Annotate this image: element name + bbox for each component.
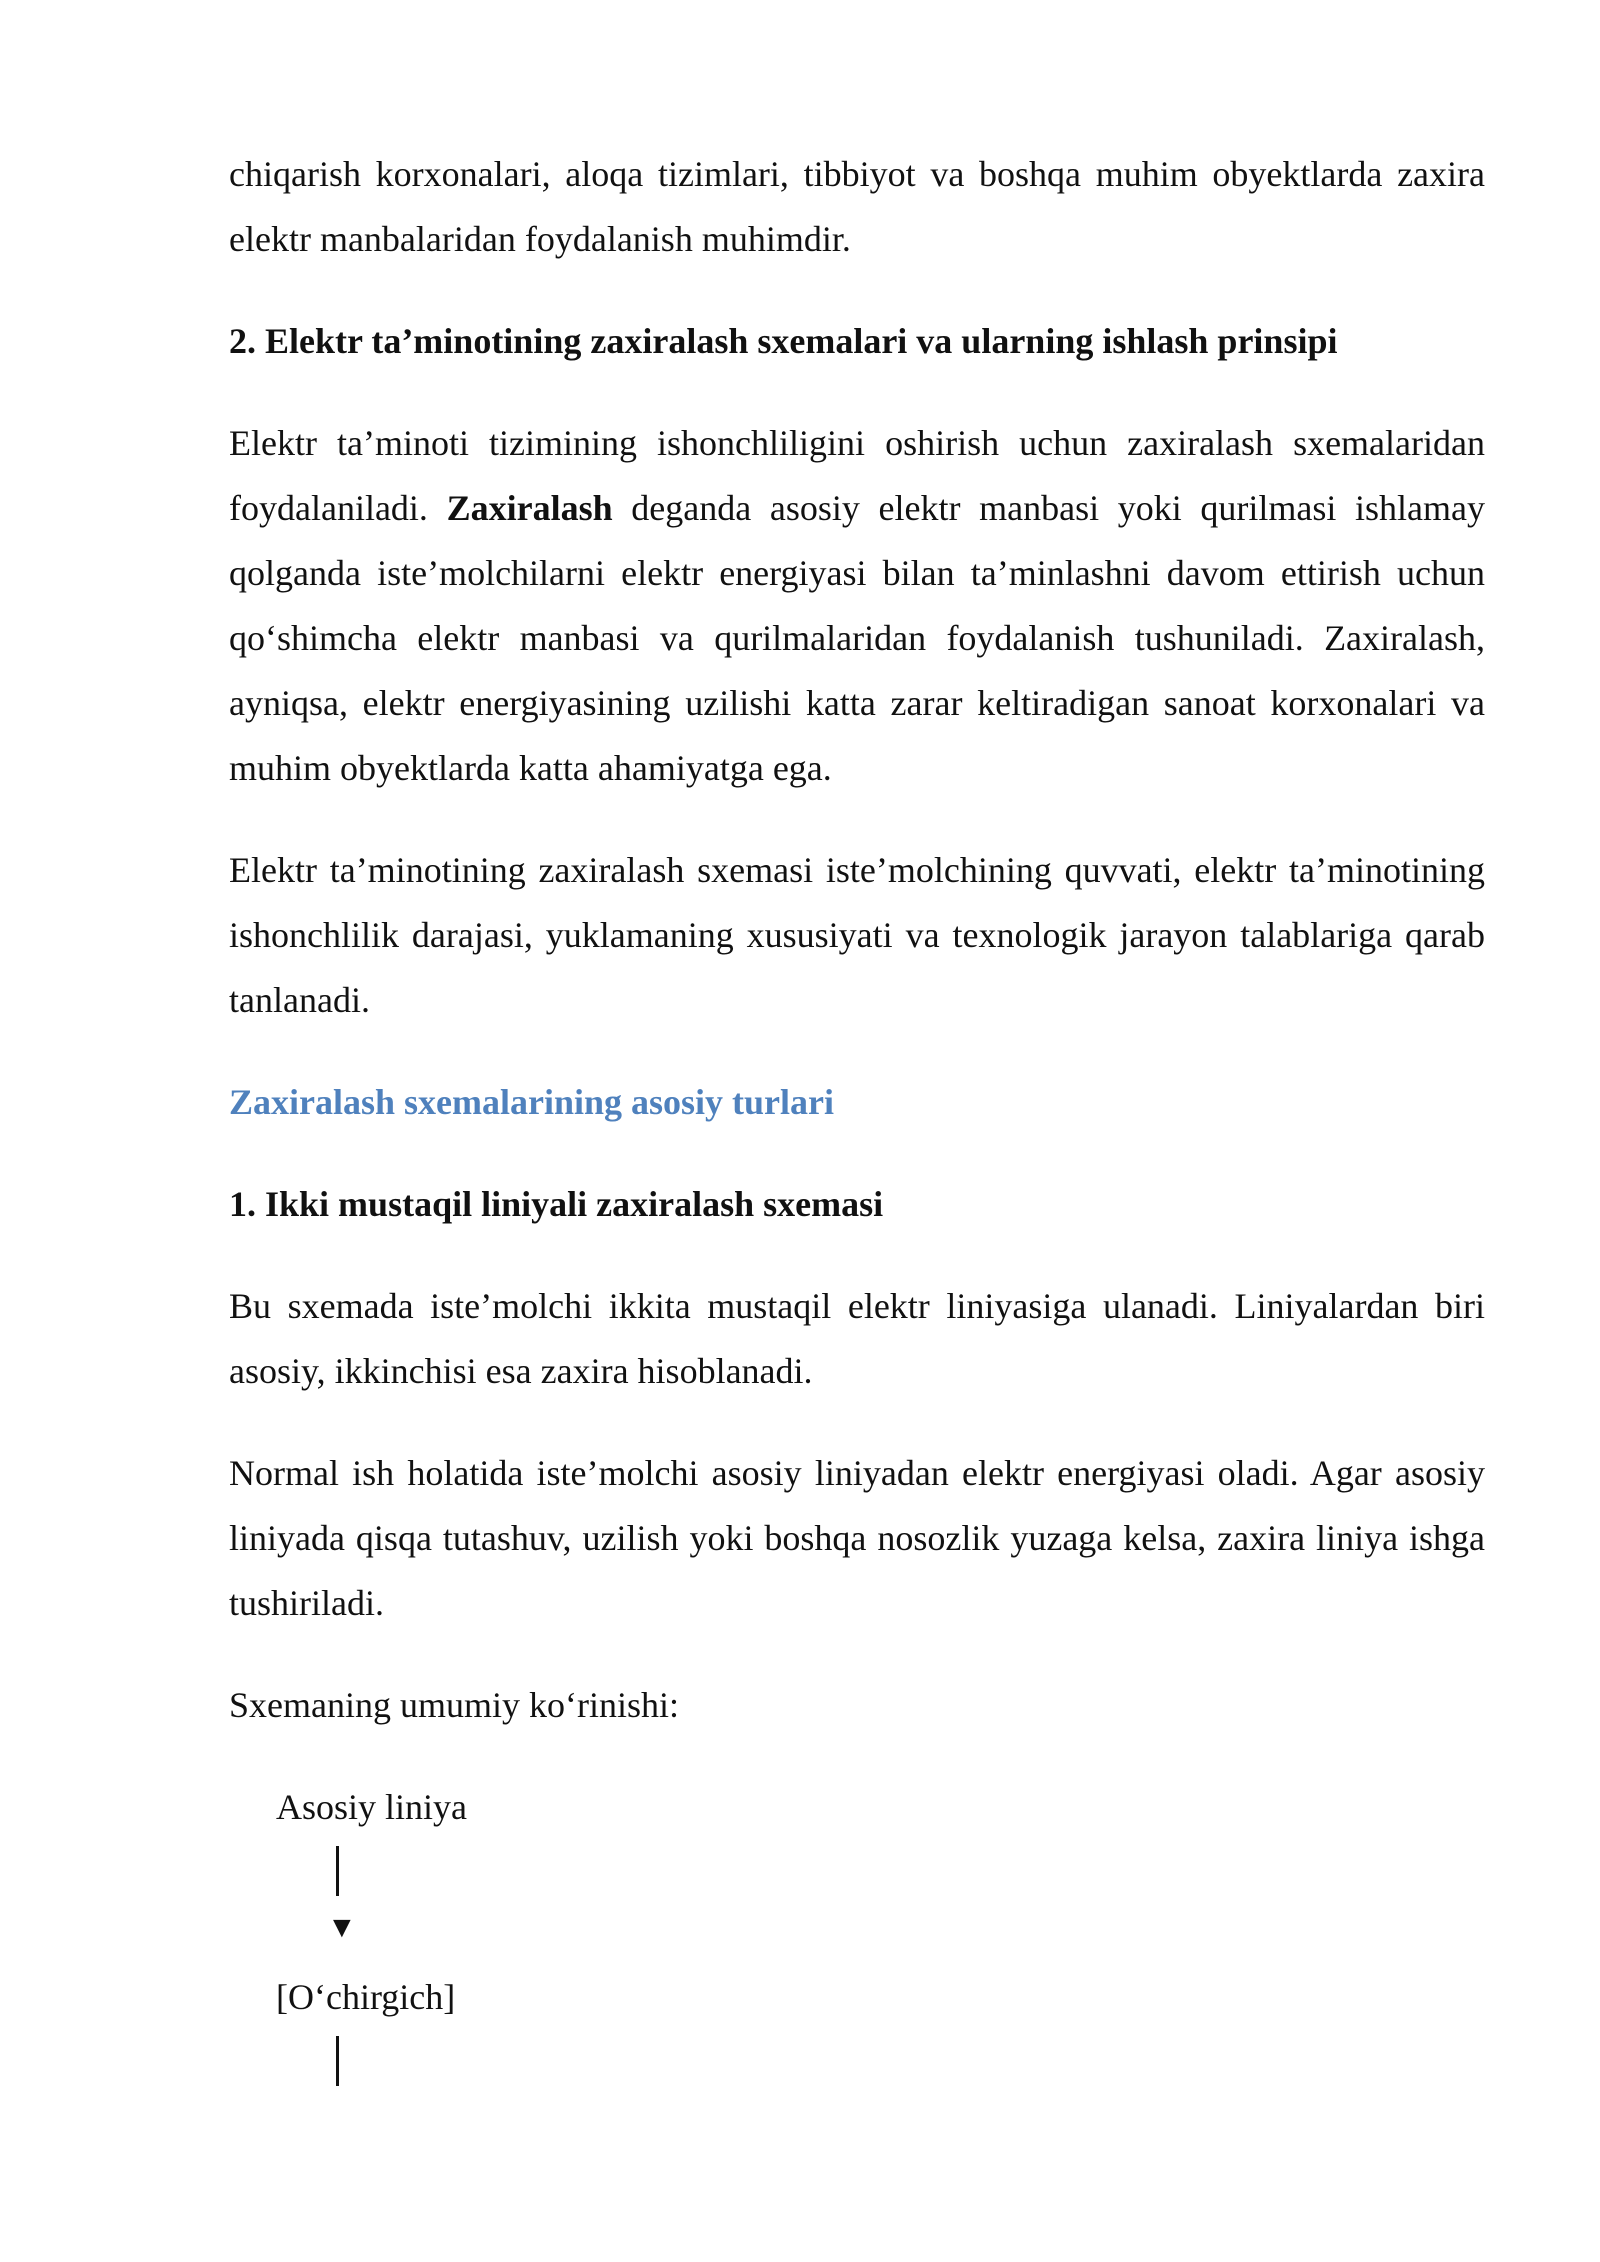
diagram-node-switch: [O‘chirgich] [276, 1977, 456, 2017]
diagram-node-main-line: Asosiy liniya [276, 1787, 468, 1827]
paragraph-normal-operation: Normal ish holatida iste’molchi asosiy liniyadan elektr energiyasi oladi. Agar asosiy liniyada qisqa tutashuv, uzilish yoki boshqa nosozlik yuzaga kelsa, zaxira liniya ishga tushiriladi. [229, 1453, 1485, 1623]
diagram-arrow-icon: ▼ [327, 1911, 357, 1944]
paragraph-definition [229, 411, 1485, 801]
diagram-connector-line-lower [336, 2036, 339, 2086]
document-body [229, 142, 1485, 2095]
paragraph-definition-start: Elektr ta’minoti tizimining ishonchliligini oshirish uchun zaxiralash sxemalaridan foydalaniladi. [229, 423, 1485, 528]
paragraph-selection: Elektr ta’minotining zaxiralash sxemasi iste’molchining quvvati, elektr ta’minotining ishonchlilik darajasi, yuklamaning xususiyati va texnologik jarayon talablariga qarab tanlanadi. [229, 850, 1485, 1020]
paragraph-scheme-view: Sxemaning umumiy ko‘rinishi: [229, 1685, 679, 1725]
paragraph-definition-rest: deganda asosiy elektr manbasi yoki qurilmasi ishlamay qolganda iste’molchilarni elektr energiyasi bilan ta’minlashni davom ettirish uchun qo‘shimcha elektr manbasi va qurilmalaridan foydalanish tushuniladi. Zaxiralash, ayniqsa, elektr energiyasining uzilishi katta zarar keltiradigan sanoat korxonalari va muhim obyektlarda katta ahamiyatga ega. [229, 488, 1485, 788]
term-bold: Zaxiralash [446, 488, 613, 528]
paragraph-scheme-description: Bu sxemada iste’molchi ikkita mustaqil elektr liniyasiga ulanadi. Liniyalardan biri asosiy, ikkinchisi esa zaxira hisoblanadi. [229, 1286, 1485, 1391]
paragraph-intro: chiqarish korxonalari, aloqa tizimlari, tibbiyot va boshqa muhim obyektlarda zaxira elektr manbalaridan foydalanish muhimdir. [229, 154, 1485, 259]
diagram-connector-line [336, 1846, 339, 1896]
scheme-diagram [276, 1775, 1485, 2086]
section-heading: 2. Elektr ta’minotining zaxiralash sxemalari va ularning ishlash prinsipi [229, 321, 1338, 361]
subsection-heading: Zaxiralash sxemalarining asosiy turlari [229, 1082, 835, 1122]
scheme-heading: 1. Ikki mustaqil liniyali zaxiralash sxemasi [229, 1184, 884, 1224]
